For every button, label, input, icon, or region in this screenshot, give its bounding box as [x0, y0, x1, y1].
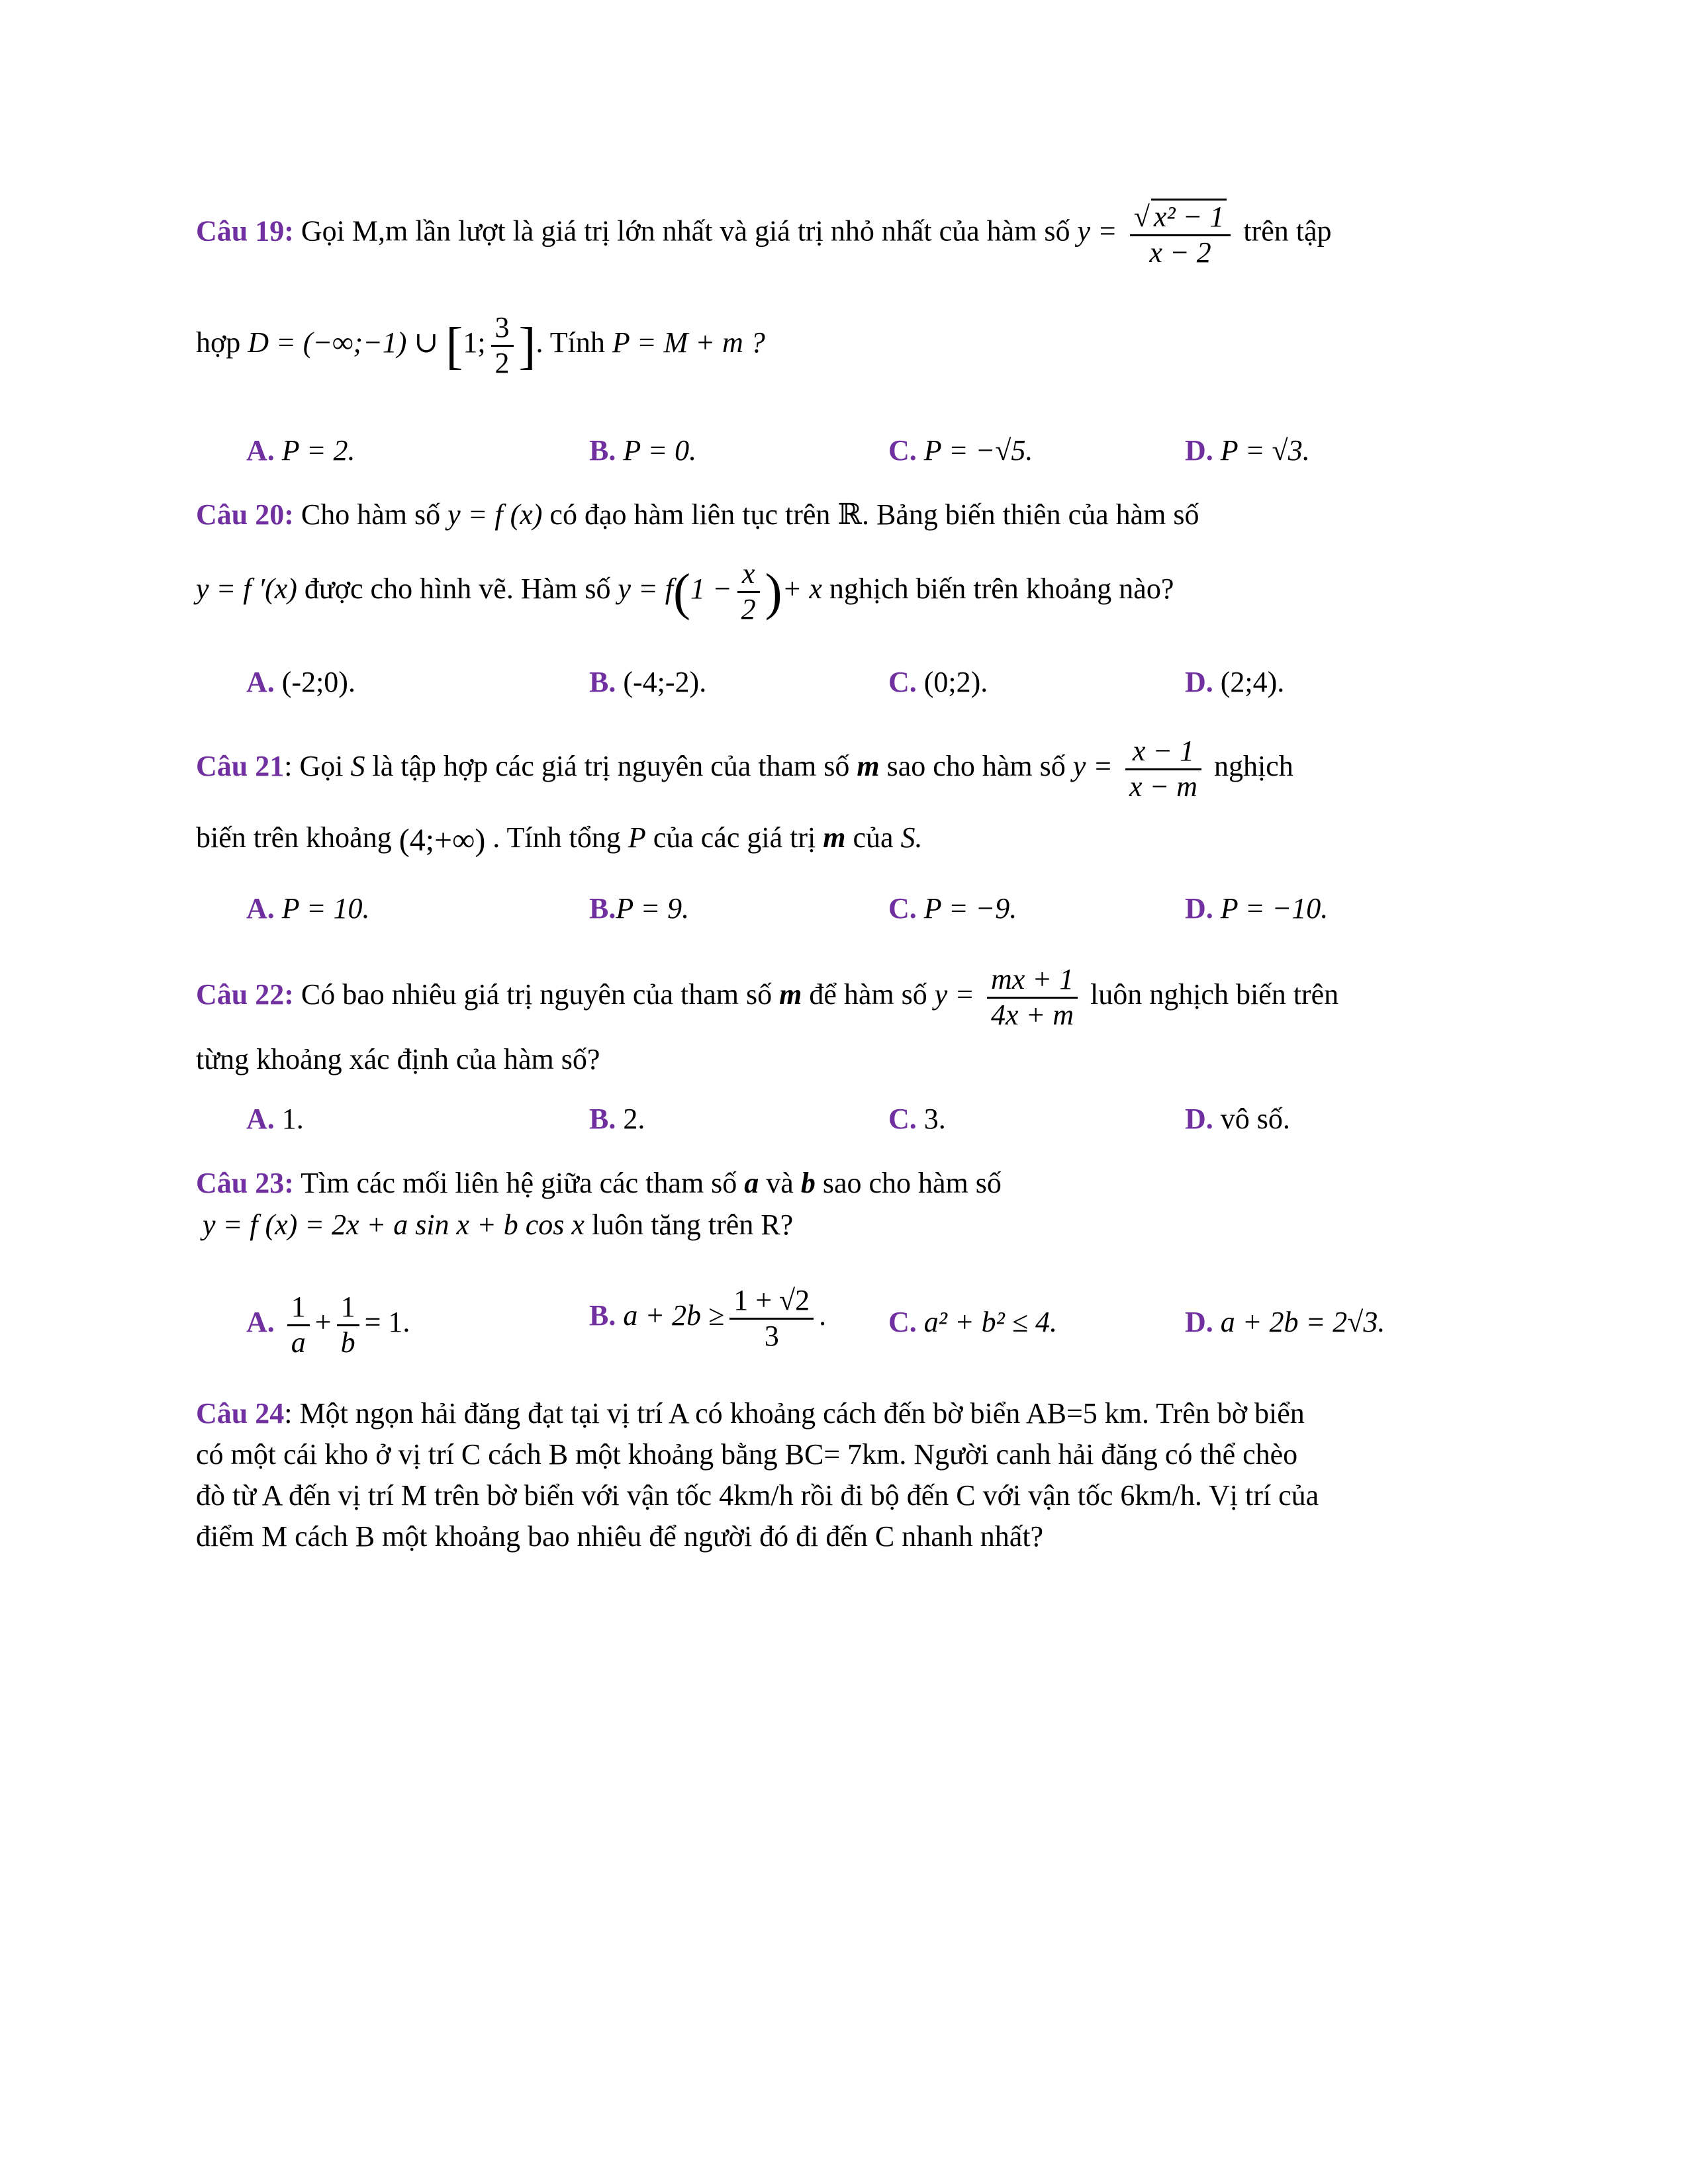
q24-line-3-text: đò từ A đến vị trí M trên bờ biển với vận tốc 4km/h rồi đi bộ đến C với vận tốc 6km/h. Vị trí của [196, 1479, 1319, 1512]
q21-label: Câu 21 [196, 750, 285, 783]
q21-option-b [589, 891, 689, 927]
q21-option-a-text: P = 10. [281, 892, 370, 925]
q19-line1 [196, 199, 1332, 269]
q20-text2: có đạo hàm liên tục trên [549, 498, 831, 531]
q24-line3 [196, 1479, 1319, 1514]
q21-text1: : Gọi [284, 750, 344, 783]
q23-option-a-n1: 1 [287, 1291, 310, 1326]
q22-line2 [196, 1042, 600, 1077]
q23-option-d-text: a + 2b = 2√3. [1220, 1306, 1385, 1338]
q19-interval-left: 1; [463, 326, 486, 359]
q21-num: x − 1 [1125, 735, 1201, 770]
q23-line2 [203, 1208, 793, 1243]
q20-option-a-letter: A. [246, 666, 275, 698]
q21-line1 [196, 735, 1293, 803]
q19-option-b-text: P = 0. [623, 434, 697, 467]
q22-text2: để hàm số [809, 978, 927, 1011]
q20-option-c-letter: C. [888, 666, 917, 698]
q24-line4 [196, 1520, 1043, 1555]
q24-line-2-text: có một cái kho ở vị trí C cách B một khoảng bằng BC= 7km. Người canh hải đăng có thể chèo [196, 1438, 1298, 1471]
q23-option-a-frac1 [287, 1291, 310, 1359]
q20-option-d [1185, 665, 1284, 700]
q22-num: mx + 1 [987, 963, 1078, 999]
q21-option-d-letter: D. [1185, 892, 1213, 925]
q21-text5: biến trên khoảng [196, 821, 392, 854]
q21-text3: sao cho hàm số [886, 750, 1066, 783]
q19-denominator: x − 2 [1149, 236, 1211, 269]
q22-label: Câu 22: [196, 978, 294, 1011]
q21-text4: nghịch [1213, 750, 1293, 783]
q23-label: Câu 23: [196, 1167, 294, 1199]
q21-option-b-letter: B. [589, 892, 616, 925]
q20-option-c [888, 665, 988, 700]
q23-option-a-letter: A. [246, 1306, 275, 1339]
q23-option-b [589, 1284, 826, 1353]
q20-option-a-text: (-2;0). [281, 666, 355, 698]
q20-f3-in: 1 − [690, 572, 732, 606]
q21-y-eq: y = [1072, 750, 1113, 783]
q22-option-b-letter: B. [589, 1103, 616, 1135]
q20-f3-num: x [737, 557, 760, 593]
q21-m2: m [823, 821, 846, 854]
q23-option-c-text: a² + b² ≤ 4. [923, 1306, 1058, 1338]
q22-m: m [779, 978, 802, 1011]
q19-interval-num: 3 [491, 311, 514, 347]
q19-line2: hợp D = (−∞;−1) ∪ [1; $\frac{3}{2}$ ]. Tính P = M + m ? [196, 311, 765, 379]
q19-text2: trên tập [1243, 214, 1332, 248]
q24-line1 [196, 1396, 1305, 1432]
q19-option-d-text: P = √3. [1220, 434, 1310, 467]
q21-option-c-letter: C. [888, 892, 917, 925]
q22-option-a [246, 1102, 304, 1137]
q23-option-d-letter: D. [1185, 1306, 1213, 1338]
q23-option-d [1185, 1305, 1385, 1340]
q23-option-b-num: 1 + √2 [729, 1284, 814, 1320]
q20-text1: Cho hàm số [301, 498, 441, 531]
q19-interval-frac [491, 311, 514, 380]
q19-option-d [1185, 433, 1310, 469]
q22-text3: luôn nghịch biến trên [1090, 978, 1339, 1011]
q21-text2: là tập hợp các giá trị nguyên của tham số [372, 750, 850, 783]
q21-s: S [350, 750, 365, 783]
q23-option-c [888, 1305, 1057, 1340]
q20-text3: . Bảng biến thiên của hàm số [861, 498, 1199, 531]
q19-text3: hợp [196, 326, 241, 359]
q20-option-d-letter: D. [1185, 666, 1213, 698]
q21-text7: của các giá trị [653, 821, 816, 854]
q21-line2 [196, 821, 923, 860]
q22-option-b [589, 1102, 645, 1137]
q19-expr: P = M + m ? [612, 326, 765, 359]
q20-reals: ℝ [837, 498, 862, 531]
q22-line1 [196, 963, 1338, 1032]
q23-func: y = f (x) = 2x + a sin x + b cos x [203, 1208, 585, 1241]
q24-label: Câu 24 [196, 1397, 285, 1430]
q23-option-b-frac [729, 1284, 814, 1353]
q20-option-b-text: (-4;-2). [623, 666, 707, 698]
q24-line-4-text: điểm M cách B một khoảng bao nhiêu để người đó đi đến C nhanh nhất? [196, 1520, 1044, 1553]
q21-option-a-letter: A. [246, 892, 275, 925]
q23-option-b-pre: a + 2b ≥ [623, 1299, 725, 1332]
q21-interval: (4;+∞) [399, 823, 486, 858]
q22-den: 4x + m [990, 998, 1074, 1031]
q19-option-c [888, 433, 1033, 469]
q23-line1 [196, 1166, 1002, 1201]
q23-option-b-letter: B. [589, 1299, 616, 1332]
q20-f3-post: + x [782, 572, 822, 606]
q20-line2: y = f ′(x) được cho hình vẽ. Hàm số y = f(1 − $\frac{x}{2}$ )+ x nghịch biến trên khoảng nào? [196, 557, 1174, 625]
q19-option-a [246, 433, 355, 469]
q23-and: và [766, 1167, 794, 1199]
q23-text1: Tìm các mối liên hệ giữa các tham số [301, 1167, 737, 1199]
q23-option-b-tail: . [819, 1299, 827, 1332]
q19-text4: . Tính [536, 326, 605, 359]
q20-f1: y = f (x) [447, 498, 543, 531]
q23-option-a-d1: a [291, 1326, 306, 1359]
q19-option-c-letter: C. [888, 434, 917, 467]
q22-option-d-text: vô số. [1220, 1103, 1290, 1135]
q22-y-eq: y = [934, 978, 974, 1011]
q19-radicand: x² − 1 [1151, 199, 1227, 234]
q23-text2: sao cho hàm số [822, 1167, 1002, 1199]
q20-option-b-letter: B. [589, 666, 616, 698]
q21-text8: của [853, 821, 894, 854]
q21-fraction [1125, 735, 1201, 803]
q21-option-d [1185, 891, 1328, 927]
q19-set: D = (−∞;−1) ∪ [248, 326, 439, 359]
q21-option-b-text: P = 9. [616, 892, 690, 925]
q19-option-b-letter: B. [589, 434, 616, 467]
q22-option-a-text: 1. [281, 1103, 304, 1135]
q21-s2: S. [900, 821, 923, 854]
q19-option-d-letter: D. [1185, 434, 1213, 467]
q21-option-d-text: P = −10. [1220, 892, 1329, 925]
q24-line2 [196, 1437, 1297, 1473]
q23-option-a [246, 1291, 410, 1359]
q19-option-a-letter: A. [246, 434, 275, 467]
q23-option-b-den: 3 [764, 1319, 779, 1352]
q23-option-a-plus: + [314, 1306, 332, 1339]
q23-option-a-tail: = 1. [364, 1306, 410, 1339]
q21-text6: . Tính tổng [492, 821, 621, 854]
q19-option-c-text: P = −√5. [923, 434, 1033, 467]
q20-f2: y = f ′(x) [196, 572, 297, 606]
q20-option-b [589, 665, 706, 700]
q20-option-a [246, 665, 355, 700]
q23-b: b [800, 1167, 816, 1199]
q22-option-a-letter: A. [246, 1103, 275, 1135]
q20-option-c-text: (0;2). [923, 666, 988, 698]
q23-option-c-letter: C. [888, 1306, 917, 1338]
q22-option-d-letter: D. [1185, 1103, 1213, 1135]
q22-option-b-text: 2. [623, 1103, 645, 1135]
q22-option-c [888, 1102, 946, 1137]
q20-label: Câu 20: [196, 498, 294, 531]
q22-option-d [1185, 1102, 1290, 1137]
q19-option-a-text: P = 2. [281, 434, 355, 467]
q22-text1: Có bao nhiêu giá trị nguyên của tham số [301, 978, 773, 1011]
q22-option-c-text: 3. [923, 1103, 946, 1135]
q20-text4: được cho hình vẽ. Hàm số [304, 572, 611, 606]
q22-fraction [987, 963, 1078, 1032]
q21-den: x − m [1129, 770, 1197, 803]
q20-option-d-text: (2;4). [1220, 666, 1285, 698]
q22-text4: từng khoảng xác định của hàm số? [196, 1043, 600, 1075]
q24-line-1-text: : Một ngọn hải đăng đạt tại vị trí A có khoảng cách đến bờ biển AB=5 km. Trên bờ biển [284, 1397, 1305, 1430]
q21-p: P [628, 821, 646, 854]
q23-a: a [744, 1167, 759, 1199]
q23-option-a-d2: b [340, 1326, 355, 1359]
q23-option-a-frac2 [337, 1291, 359, 1359]
q19-fraction: $\frac{\text{√ x² − 1}}{x - 2}$ [1130, 199, 1231, 269]
q21-option-c [888, 891, 1017, 927]
q20-f3-den: 2 [741, 592, 756, 625]
q20-f3-frac [737, 557, 760, 626]
q19-text1: Gọi M,m lần lượt là giá trị lớn nhất và giá trị nhỏ nhất của hàm số [301, 214, 1070, 248]
q19-interval-den: 2 [494, 346, 510, 379]
q21-m: m [857, 750, 880, 783]
q20-text5: nghịch biến trên khoảng nào? [829, 572, 1174, 606]
q23-option-a-n2: 1 [337, 1291, 359, 1326]
q19-y-eq: y = [1077, 214, 1117, 248]
q20-f3-pre: y = f [618, 572, 673, 606]
q21-option-c-text: P = −9. [923, 892, 1017, 925]
q23-text3: luôn tăng trên R? [591, 1208, 794, 1241]
q22-option-c-letter: C. [888, 1103, 917, 1135]
q20-line1 [196, 498, 1199, 533]
q19-option-b [589, 433, 696, 469]
q19-label: Câu 19: [196, 214, 294, 248]
q21-option-a [246, 891, 370, 927]
